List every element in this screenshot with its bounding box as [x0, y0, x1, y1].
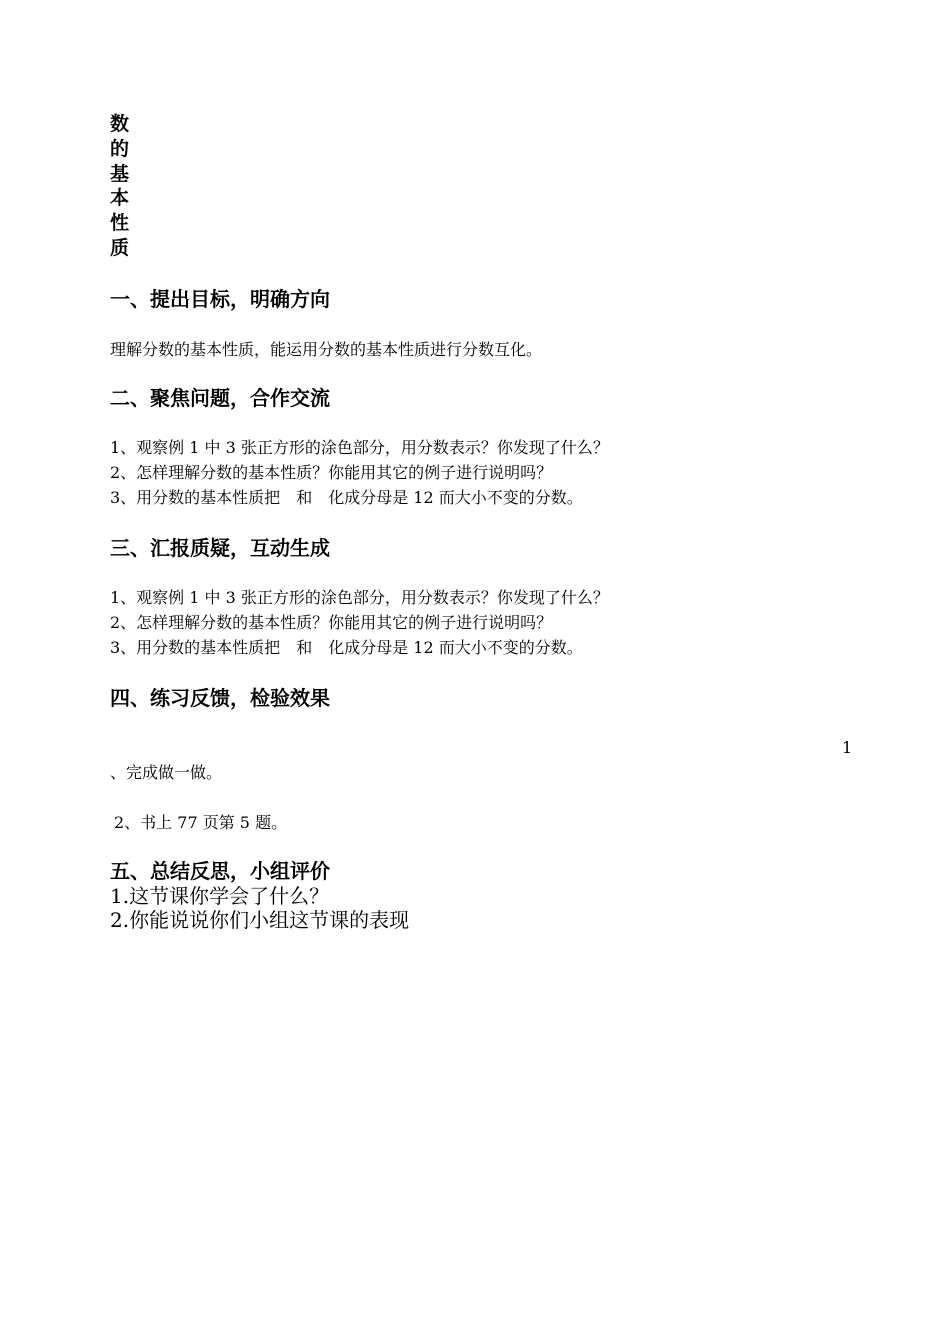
title-char: 数 — [110, 113, 130, 135]
title-char: 质 — [110, 236, 130, 259]
section2-heading: 二、聚焦问题，合作交流 — [110, 386, 330, 410]
item3-part-a: 3、用分数的基本性质把 — [110, 638, 281, 657]
vertical-title — [110, 112, 136, 261]
section3-item-3 — [110, 635, 583, 660]
section5-item-1: 1.这节课你学会了什么？ — [110, 884, 330, 908]
section3-item-2: 2、怎样理解分数的基本性质？你能用其它的例子进行说明吗？ — [110, 613, 553, 632]
title-char: 基 — [110, 162, 130, 185]
item3-part-b: 和 — [296, 488, 313, 507]
item3-part-b: 和 — [296, 638, 313, 657]
section3-item-1: 1、观察例 1 中 3 张正方形的涂色部分，用分数表示？你发现了什么？ — [110, 588, 609, 607]
item3-part-a: 3、用分数的基本性质把 — [110, 488, 281, 507]
title-char: 的 — [110, 137, 130, 160]
section4-heading: 四、练习反馈，检验效果 — [110, 686, 330, 710]
section1-text: 理解分数的基本性质，能运用分数的基本性质进行分数互化。 — [110, 340, 543, 359]
item3-part-c: 化成分母是 12 而大小不变的分数。 — [328, 488, 583, 507]
title-char: 本 — [110, 187, 130, 210]
section2-item-3 — [110, 485, 583, 510]
title-char: 性 — [110, 212, 130, 235]
section2-item-2: 2、怎样理解分数的基本性质？你能用其它的例子进行说明吗？ — [110, 463, 553, 482]
section3-heading: 三、汇报质疑，互动生成 — [110, 536, 330, 560]
section5-heading: 五、总结反思，小组评价 — [110, 859, 330, 883]
section4-item-2: 2、书上 77 页第 5 题。 — [114, 813, 288, 832]
section5-item-2: 2.你能说说你们小组这节课的表现 — [110, 908, 410, 932]
section4-number: 1 — [842, 738, 853, 757]
section2-item-1: 1、观察例 1 中 3 张正方形的涂色部分，用分数表示？你发现了什么？ — [110, 438, 609, 457]
section1-heading: 一、提出目标，明确方向 — [110, 287, 330, 311]
section4-item-1: 、完成做一做。 — [110, 763, 223, 782]
item3-part-c: 化成分母是 12 而大小不变的分数。 — [328, 638, 583, 657]
